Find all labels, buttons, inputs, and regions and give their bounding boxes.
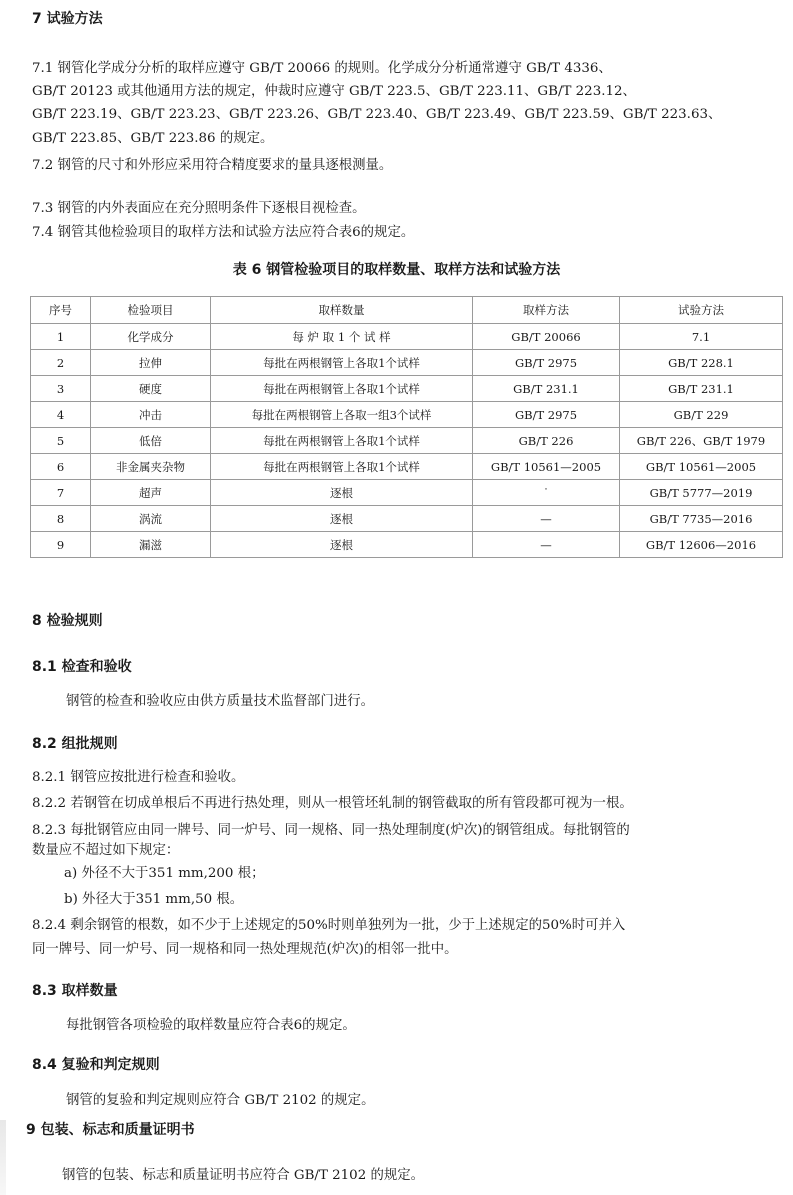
- table-cell: 冲击: [91, 402, 211, 428]
- table-cell: GB/T 2975: [473, 350, 620, 376]
- table-cell: GB/T 226: [473, 428, 620, 454]
- table-cell: 逐根: [211, 532, 473, 558]
- para-7-1-line-2: GB/T 20123 或其他通用方法的规定，仲裁时应遵守 GB/T 223.5、GB/T 223.11、GB/T 223.12、: [32, 84, 636, 99]
- table-row: [31, 402, 783, 428]
- table-cell: 逐根: [211, 506, 473, 532]
- table-cell: 7.1: [620, 324, 783, 350]
- table-cell: 逐根: [211, 480, 473, 506]
- table-cell: 3: [31, 376, 91, 402]
- para-8-3: 每批钢管各项检验的取样数量应符合表6的规定。: [66, 1018, 356, 1033]
- table-cell: 每批在两根钢管上各取1个试样: [211, 376, 473, 402]
- para-7-1-line-4: GB/T 223.85、GB/T 223.86 的规定。: [32, 131, 274, 146]
- table-cell: GB/T 228.1: [620, 350, 783, 376]
- section-8-title: 8 检验规则: [32, 613, 103, 629]
- table-row: [31, 532, 783, 558]
- table-cell: 1: [31, 324, 91, 350]
- table-row: [31, 350, 783, 376]
- table-cell: 5: [31, 428, 91, 454]
- table-cell: GB/T 20066: [473, 324, 620, 350]
- scan-edge-shadow: [0, 1120, 6, 1195]
- table-cell: —: [473, 506, 620, 532]
- section-8-1-title: 8.1 检查和验收: [32, 659, 132, 675]
- section-9-title: 9 包装、标志和质量证明书: [26, 1122, 195, 1138]
- section-7-title: 7 试验方法: [32, 11, 103, 27]
- para-9: 钢管的包装、标志和质量证明书应符合 GB/T 2102 的规定。: [62, 1168, 425, 1183]
- table-row: [31, 376, 783, 402]
- table-cell: 超声: [91, 480, 211, 506]
- table-cell: 每批在两根钢管上各取1个试样: [211, 350, 473, 376]
- table-6-caption: 表 6 钢管检验项目的取样数量、取样方法和试验方法: [232, 262, 561, 278]
- para-7-3: 7.3 钢管的内外表面应在充分照明条件下逐根目视检查。: [32, 201, 366, 216]
- table-cell: GB/T 10561—2005: [473, 454, 620, 480]
- header-cell: 取样数量: [211, 297, 473, 324]
- table-cell: 低倍: [91, 428, 211, 454]
- para-8-2-4-line-2: 同一牌号、同一炉号、同一规格和同一热处理规范(炉次)的相邻一批中。: [32, 942, 458, 957]
- table-cell: GB/T 7735—2016: [620, 506, 783, 532]
- table-row: [31, 506, 783, 532]
- table-row: [31, 428, 783, 454]
- table-cell: 每批在两根钢管上各取一组3个试样: [211, 402, 473, 428]
- para-8-2-2: 8.2.2 若钢管在切成单根后不再进行热处理，则从一根管坯轧制的钢管截取的所有管段都可视为一根。: [32, 796, 633, 811]
- table-cell: GB/T 2975: [473, 402, 620, 428]
- table-cell: 9: [31, 532, 91, 558]
- para-8-4: 钢管的复验和判定规则应符合 GB/T 2102 的规定。: [66, 1093, 375, 1108]
- table-cell: GB/T 226、GB/T 1979: [620, 428, 783, 454]
- header-cell: 检验项目: [91, 297, 211, 324]
- list-item-b: b) 外径大于351 mm,50 根。: [64, 892, 244, 907]
- table-cell: 4: [31, 402, 91, 428]
- table-cell: 硬度: [91, 376, 211, 402]
- table-cell: 每批在两根钢管上各取1个试样: [211, 454, 473, 480]
- para-7-1-line-3: GB/T 223.19、GB/T 223.23、GB/T 223.26、GB/T 223.40、GB/T 223.49、GB/T 223.59、GB/T 223.63、: [32, 107, 722, 122]
- para-7-2: 7.2 钢管的尺寸和外形应采用符合精度要求的量具逐根测量。: [32, 158, 393, 173]
- header-cell: 序号: [31, 297, 91, 324]
- table-cell: 每批在两根钢管上各取1个试样: [211, 428, 473, 454]
- table-6: [30, 296, 783, 558]
- para-7-4: 7.4 钢管其他检验项目的取样方法和试验方法应符合表6的规定。: [32, 225, 415, 240]
- table-cell: 7: [31, 480, 91, 506]
- table-row: [31, 454, 783, 480]
- table-header-row: [31, 297, 783, 324]
- table-cell: GB/T 10561—2005: [620, 454, 783, 480]
- table-cell: 涡流: [91, 506, 211, 532]
- table-cell: 非金属夹杂物: [91, 454, 211, 480]
- table-row: [31, 324, 783, 350]
- para-8-2-4-line-1: 8.2.4 剩余钢管的根数，如不少于上述规定的50%时则单独列为一批，少于上述规定的50%时可并入: [32, 918, 626, 933]
- table-cell: 拉伸: [91, 350, 211, 376]
- para-7-1-line-1: 7.1 钢管化学成分分析的取样应遵守 GB/T 20066 的规则。化学成分分析通常遵守 GB/T 4336、: [32, 61, 612, 76]
- table-cell: ˙: [473, 480, 620, 506]
- para-8-2-1: 8.2.1 钢管应按批进行检查和验收。: [32, 770, 245, 785]
- section-8-2-title: 8.2 组批规则: [32, 736, 118, 752]
- table-cell: GB/T 5777—2019: [620, 480, 783, 506]
- table-cell: GB/T 229: [620, 402, 783, 428]
- table-cell: 8: [31, 506, 91, 532]
- table-cell: GB/T 231.1: [620, 376, 783, 402]
- header-cell: 取样方法: [473, 297, 620, 324]
- table-cell: —: [473, 532, 620, 558]
- table-cell: 化学成分: [91, 324, 211, 350]
- para-8-2-3-line-1: 8.2.3 每批钢管应由同一牌号、同一炉号、同一规格、同一热处理制度(炉次)的钢管组成。每批钢管的: [32, 823, 630, 838]
- table-cell: 漏滋: [91, 532, 211, 558]
- section-8-3-title: 8.3 取样数量: [32, 983, 118, 999]
- table-row: [31, 480, 783, 506]
- para-8-2-3-line-2: 数量应不超过如下规定：: [32, 843, 180, 858]
- table-cell: GB/T 12606—2016: [620, 532, 783, 558]
- table-cell: 每 炉 取 1 个 试 样: [211, 324, 473, 350]
- table-cell: GB/T 231.1: [473, 376, 620, 402]
- section-8-4-title: 8.4 复验和判定规则: [32, 1057, 160, 1073]
- para-8-1: 钢管的检查和验收应由供方质量技术监督部门进行。: [66, 694, 374, 709]
- header-cell: 试验方法: [620, 297, 783, 324]
- table-cell: 2: [31, 350, 91, 376]
- list-item-a: a) 外径不大于351 mm,200 根；: [64, 866, 265, 881]
- table-cell: 6: [31, 454, 91, 480]
